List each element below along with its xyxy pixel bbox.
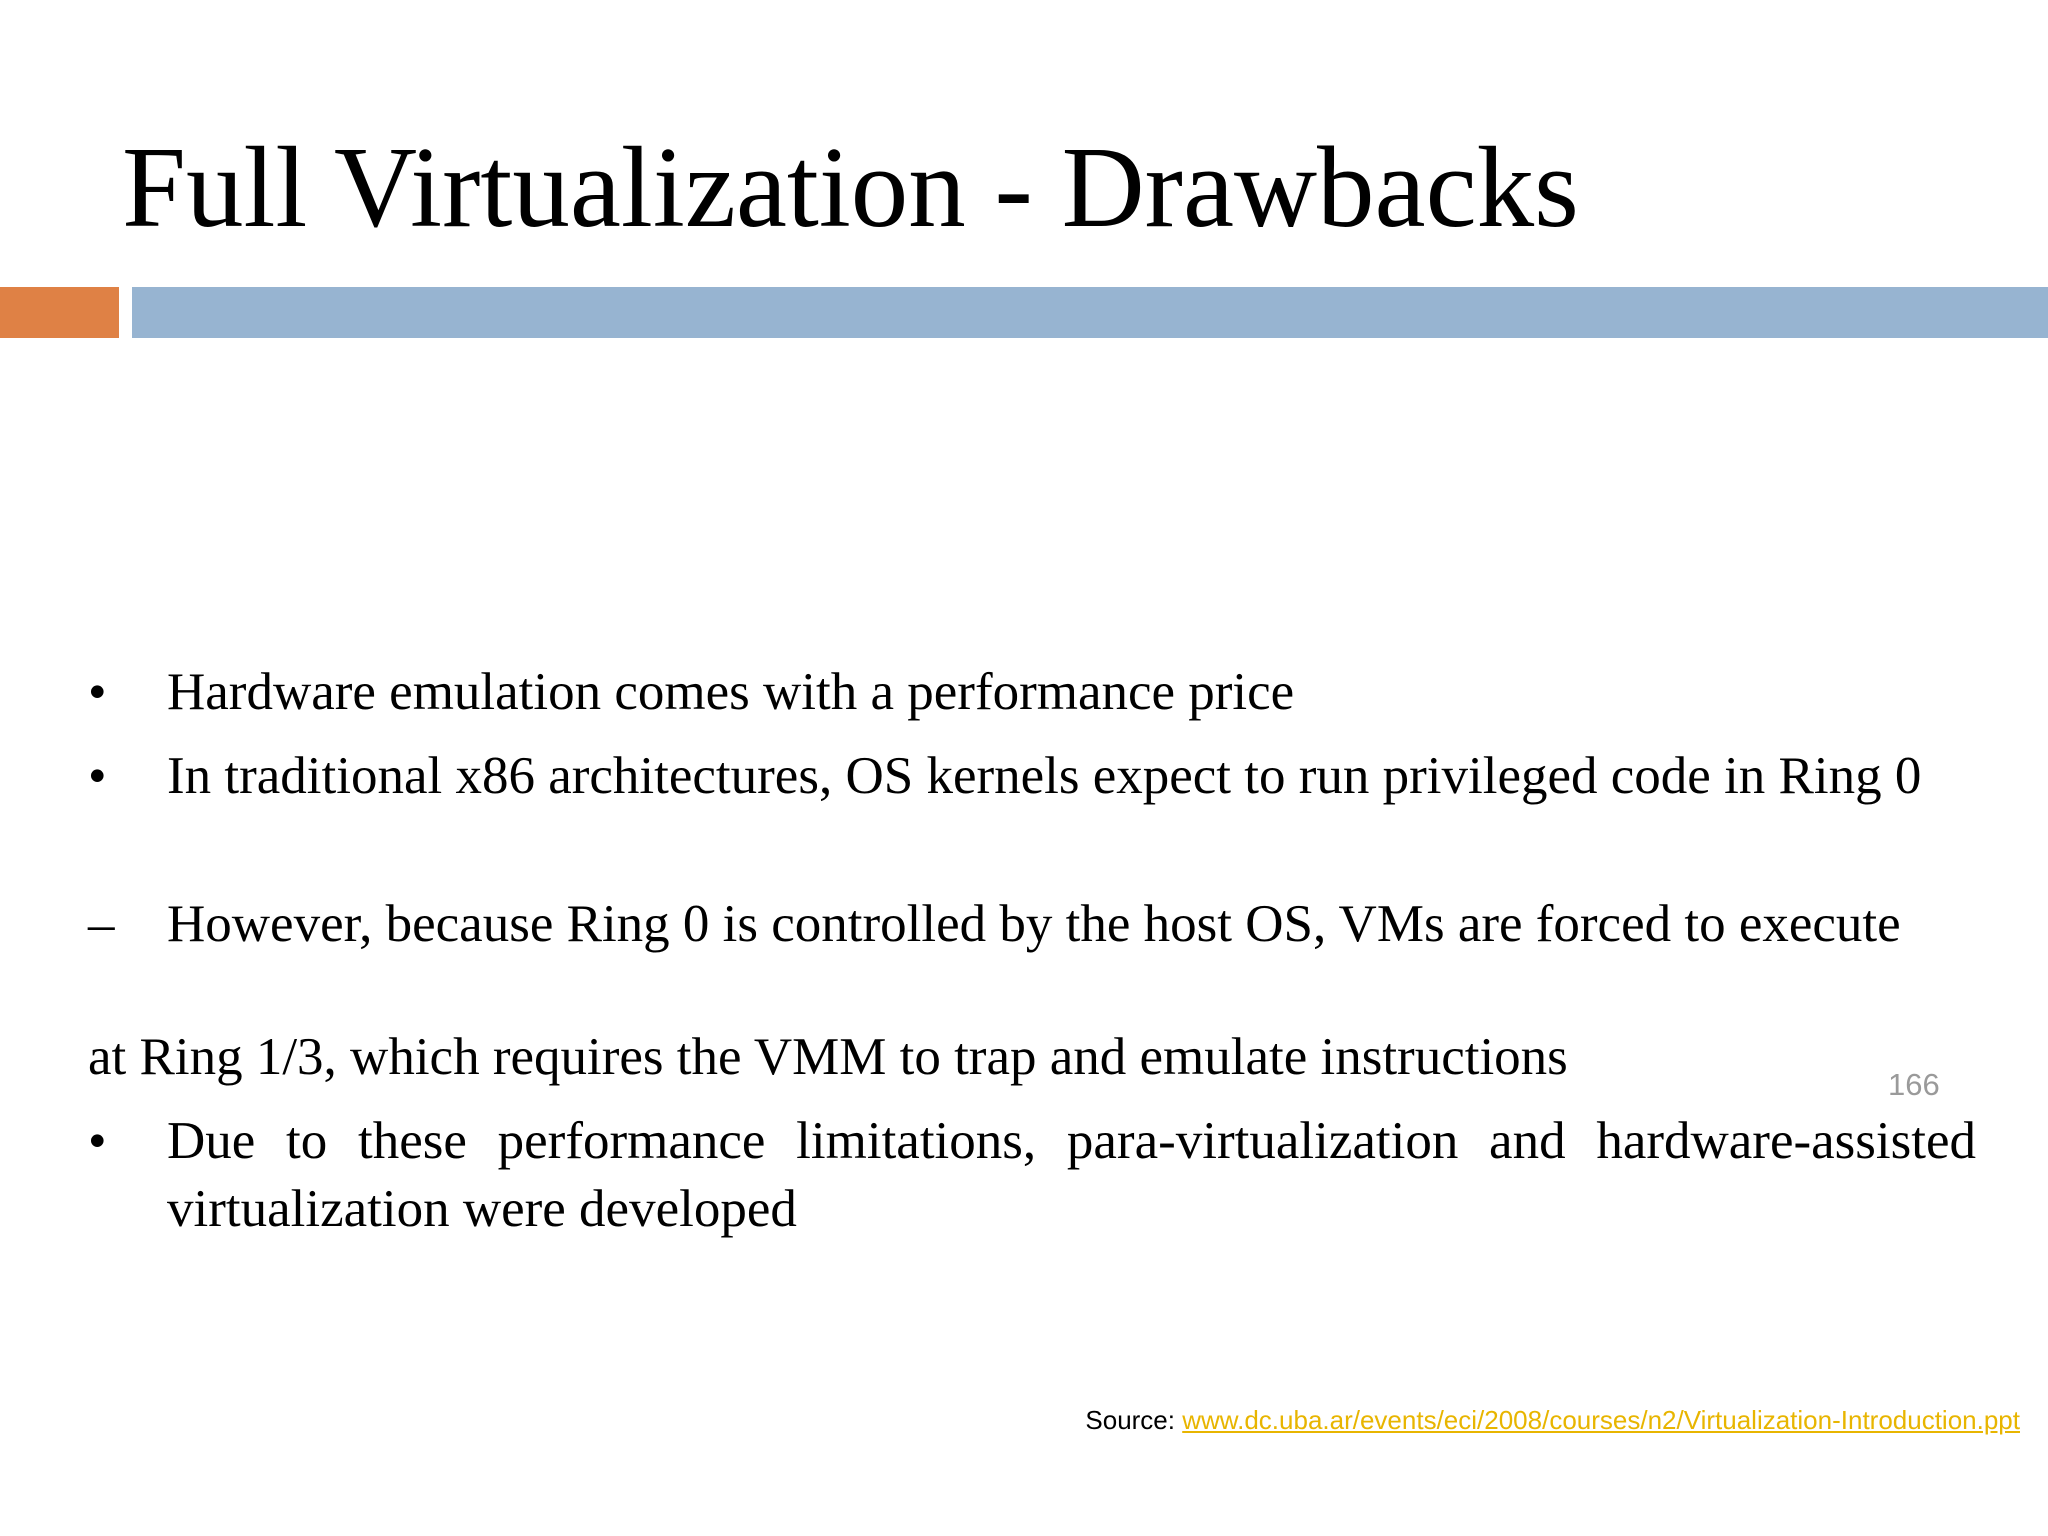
source-link[interactable]: www.dc.uba.ar/events/eci/2008/courses/n2/Virtualization-Introduction.ppt xyxy=(1182,1405,2020,1435)
bullet-marker: • xyxy=(88,1112,107,1170)
bullet-marker: • xyxy=(88,663,107,721)
bullet-text: In traditional x86 architectures, OS kernels expect to run privileged code in Ring 0 xyxy=(167,747,1922,805)
slide-title: Full Virtualization - Drawbacks xyxy=(122,124,1579,251)
title-underline-bar xyxy=(132,287,2048,338)
title-accent-bar xyxy=(0,287,119,338)
bullet-marker: • xyxy=(88,747,107,805)
bullet-item xyxy=(88,1107,1976,1243)
source-citation xyxy=(1085,1403,2020,1437)
continuation-line: at Ring 1/3, which requires the VMM to trap and emulate instructions xyxy=(88,1028,1568,1086)
source-label: Source: xyxy=(1085,1405,1183,1435)
bullet-item xyxy=(88,742,1976,810)
dash-marker: – xyxy=(88,895,115,953)
page-number: 166 xyxy=(1888,1067,1940,1102)
sub-bullet-item xyxy=(88,890,1976,958)
bullet-text: Due to these performance limitations, para-virtualization and hardware-assisted virtualization were developed xyxy=(167,1112,1976,1238)
bullet-text: Hardware emulation comes with a performance price xyxy=(167,663,1295,721)
sub-bullet-text: However, because Ring 0 is controlled by the host OS, VMs are forced to execute xyxy=(167,895,1901,953)
bullet-item xyxy=(88,658,1976,726)
